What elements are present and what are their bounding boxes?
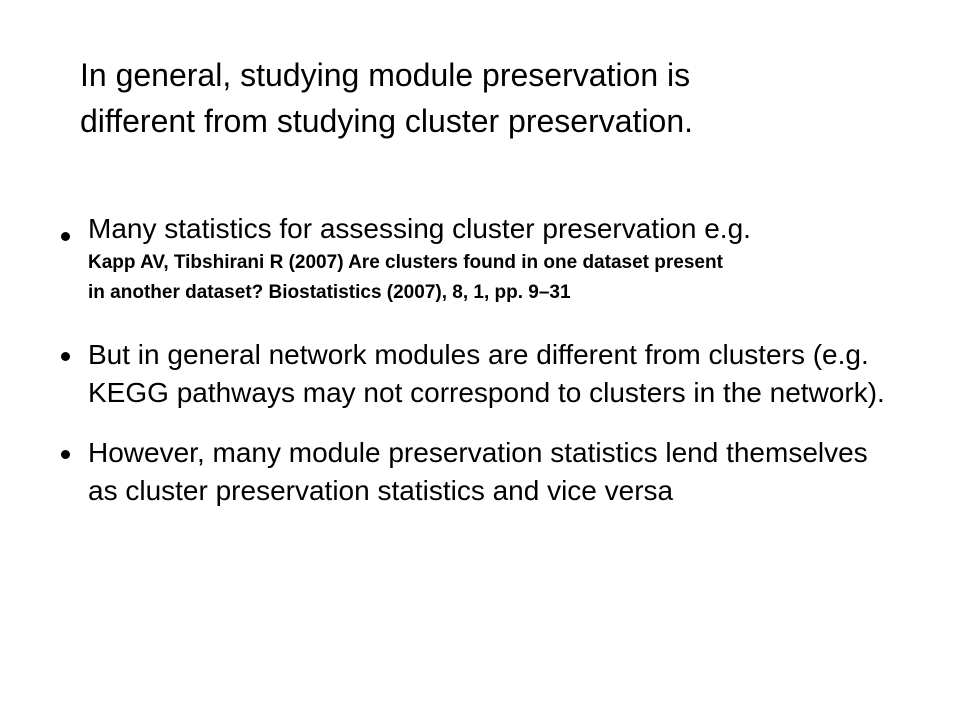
reference-line-2: in another dataset? Biostatistics (2007), 8, 1, pp. 9–31 [88, 282, 571, 303]
bullet-dot-icon [61, 232, 70, 241]
bullet-text: However, many module preservation statistics lend themselves as cluster preservation statistics and vice versa [88, 437, 868, 506]
bullet-text: But in general network modules are different from clusters (e.g. KEGG pathways may not correspond to clusters in the network). [88, 339, 885, 408]
reference-line-1: Kapp AV, Tibshirani R (2007) Are clusters found in one dataset present [88, 252, 723, 273]
slide-title-line-1: In general, studying module preservation is [80, 57, 691, 93]
bullet-text: Many statistics for assessing cluster preservation e.g. [88, 213, 751, 244]
slide-title [80, 52, 880, 144]
bullet-item-cluster-statistics [0, 210, 960, 308]
slide-title-line-2: different from studying cluster preservation. [80, 103, 694, 139]
bullet-dot-icon [61, 352, 70, 361]
bullet-list [0, 210, 960, 510]
bullet-item-modules-vs-clusters [0, 336, 960, 412]
bullet-item-statistics-vice-versa [0, 434, 960, 510]
bullet-dot-icon [61, 450, 70, 459]
